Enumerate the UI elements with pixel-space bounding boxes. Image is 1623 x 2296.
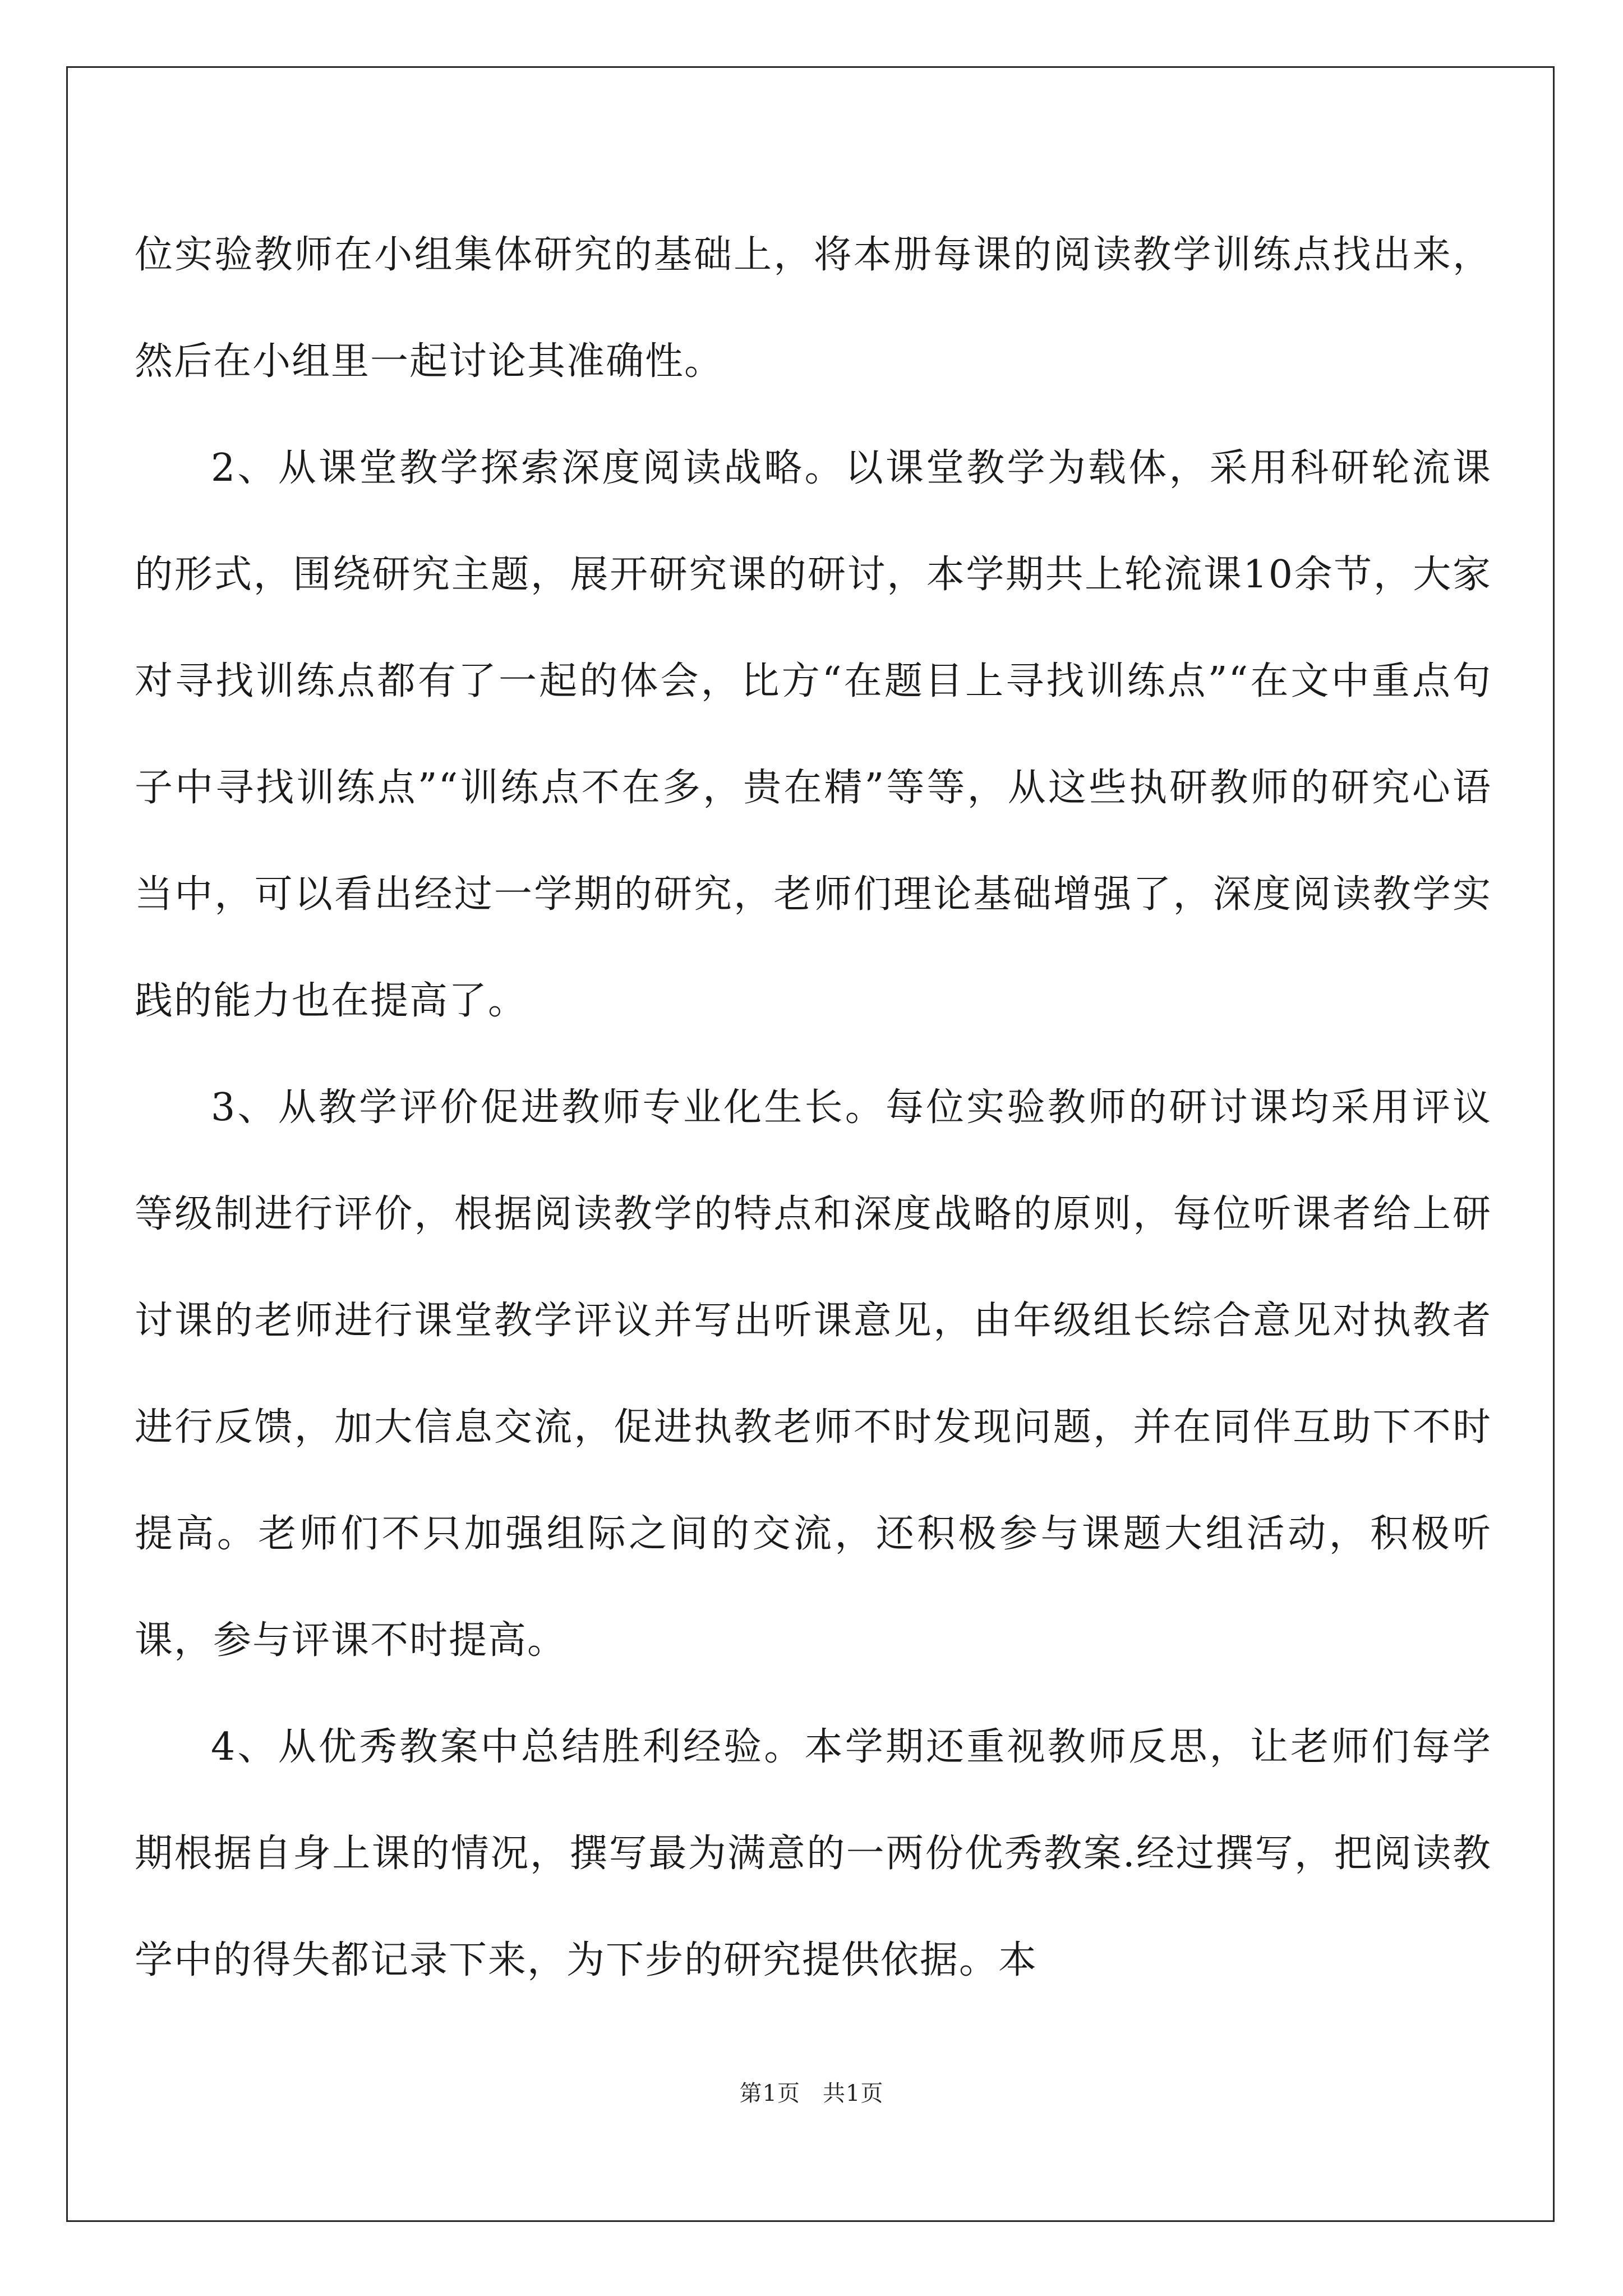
paragraph-continuation: 位实验教师在小组集体研究的基础上，将本册每课的阅读教学训练点找出来，然后在小组里一起讨论其准确性。 [135, 233, 1492, 384]
paragraph-item-2: 2、从课堂教学探索深度阅读战略。以课堂教学为载体，采用科研轮流课的形式，围绕研究主题，展开研究课的研讨，本学期共上轮流课10余节，大家对寻找训练点都有了一起的体会，比方“在题目上寻找训练点”“在文中重点句子中寻找训练点”“训练点不在多，贵在精”等等，从这些执研教师的研究心语当中，可以看出经过一学期的研究，老师们理论基础增强了，深度阅读教学实践的能力也在提高了。 [135, 446, 1492, 1023]
paragraph-item-3: 3、从教学评价促进教师专业化生长。每位实验教师的研讨课均采用评议等级制进行评价，根据阅读教学的特点和深度战略的原则，每位听课者给上研讨课的老师进行课堂教学评议并写出听课意见，由年级组长综合意见对执教者进行反馈，加大信息交流，促进执教老师不时发现问题，并在同伴互助下不时提高。老师们不只加强组际之间的交流，还积极参与课题大组活动，积极听课，参与评课不时提高。 [135, 1085, 1492, 1663]
document-body [135, 213, 1492, 2014]
paragraph-item-4: 4、从优秀教案中总结胜利经验。本学期还重视教师反思，让老师们每学期根据自身上课的情况，撰写最为满意的一两份优秀教案.经过撰写，把阅读教学中的得失都记录下来，为下步的研究提供依据。本 [135, 1725, 1492, 1982]
page-number-current: 第1页 [739, 2081, 800, 2106]
page-footer [0, 2076, 1623, 2108]
page-number-total: 共1页 [823, 2081, 884, 2106]
